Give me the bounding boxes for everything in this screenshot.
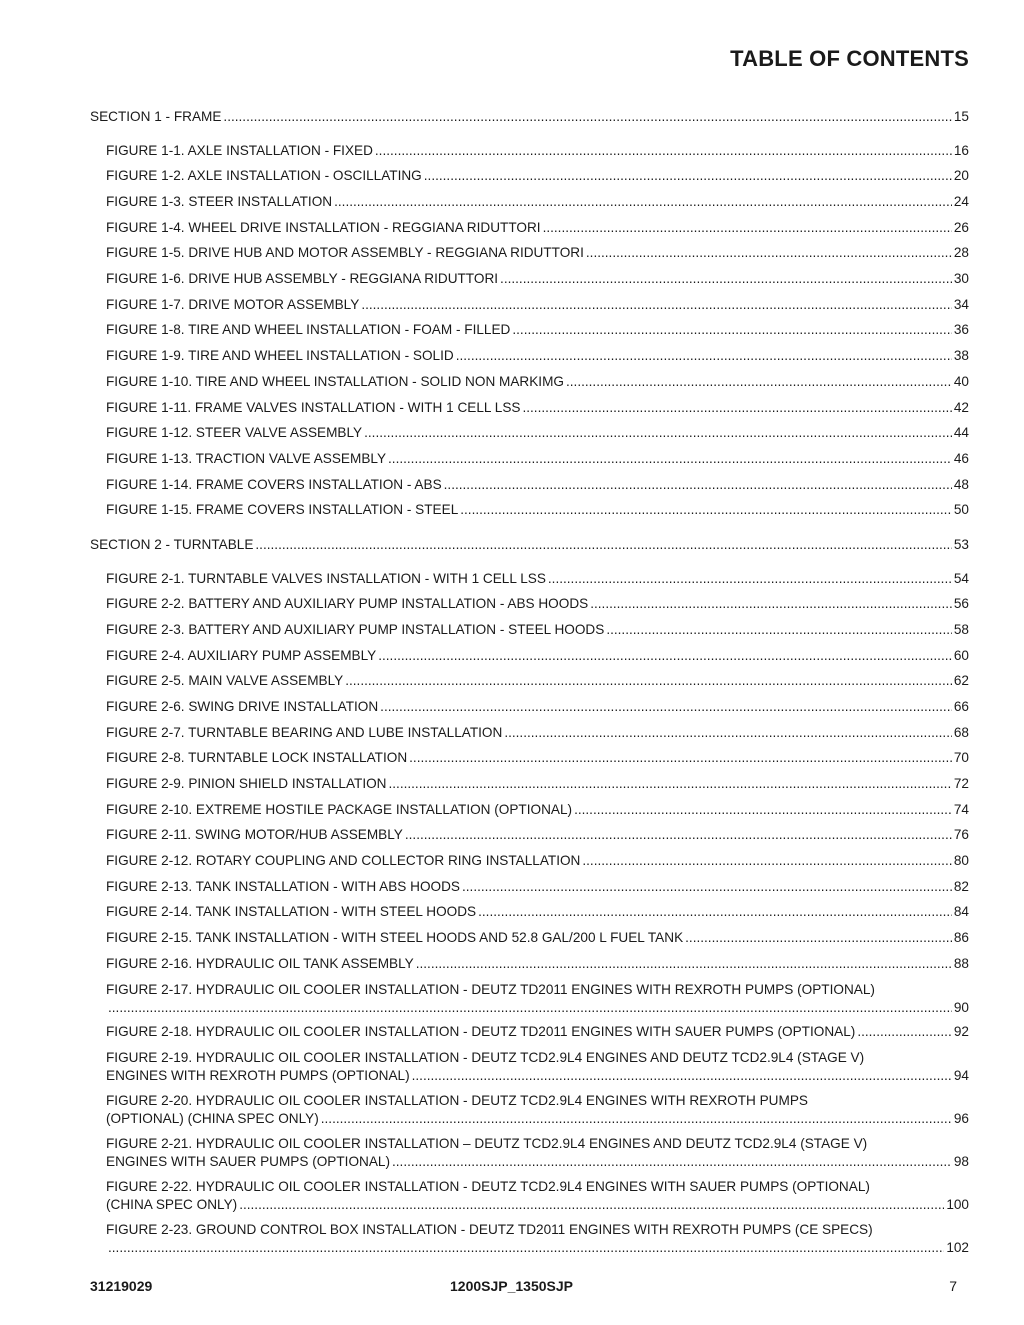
toc-figure-entry[interactable]: [90, 749, 969, 767]
toc-page-number: 82: [953, 879, 969, 894]
toc-figure-entry[interactable]: [90, 1092, 969, 1128]
toc-page-number: 86: [953, 930, 969, 945]
toc-page-number: 96: [953, 1111, 969, 1126]
toc-page-number: 98: [953, 1154, 969, 1169]
dot-leader: [500, 270, 952, 288]
dot-leader: [512, 321, 952, 339]
toc-figure-entry[interactable]: [90, 347, 969, 365]
dot-leader: [108, 1239, 944, 1257]
toc-page-number: 15: [953, 109, 969, 124]
dot-leader: [478, 903, 952, 921]
dot-leader: [334, 193, 952, 211]
dot-leader: [460, 501, 952, 519]
toc-figure-entry[interactable]: [90, 826, 969, 844]
dot-leader: [462, 878, 952, 896]
toc-entry-title: FIGURE 2-7. TURNTABLE BEARING AND LUBE INSTALLATION: [106, 725, 503, 740]
toc-page-number: 76: [953, 827, 969, 842]
toc-page-number: 84: [953, 904, 969, 919]
dot-leader: [582, 852, 952, 870]
toc-entry-title: FIGURE 1-2. AXLE INSTALLATION - OSCILLATING: [106, 168, 422, 183]
toc-figure-entry[interactable]: [90, 955, 969, 973]
toc-page-number: 100: [946, 1197, 969, 1212]
footer-model: 1200SJP_1350SJP: [450, 1278, 573, 1294]
dot-leader: [412, 1067, 952, 1085]
toc-entry-title: FIGURE 2-20. HYDRAULIC OIL COOLER INSTALLATION - DEUTZ TCD2.9L4 ENGINES WITH REXROTH PUMPS: [106, 1093, 808, 1108]
dot-leader: [392, 1153, 952, 1171]
footer-page-number: 7: [949, 1278, 957, 1294]
toc-figure-entry[interactable]: [90, 501, 969, 519]
toc-page-number: 72: [953, 776, 969, 791]
dot-leader: [857, 1023, 952, 1041]
toc-figure-entry[interactable]: [90, 142, 969, 160]
toc-entry-title: FIGURE 2-15. TANK INSTALLATION - WITH STEEL HOODS AND 52.8 GAL/200 L FUEL TANK: [106, 930, 684, 945]
dot-leader: [388, 450, 952, 468]
toc-entry-title: FIGURE 1-7. DRIVE MOTOR ASSEMBLY: [106, 297, 360, 312]
toc-figure-entry[interactable]: [90, 801, 969, 819]
toc-figure-entry[interactable]: [90, 929, 969, 947]
toc-figure-entry[interactable]: [90, 1178, 969, 1214]
toc-entry-title: FIGURE 1-9. TIRE AND WHEEL INSTALLATION - SOLID: [106, 348, 454, 363]
toc-section-entry[interactable]: [90, 108, 969, 126]
dot-leader: [378, 647, 952, 665]
toc-page-number: 92: [953, 1024, 969, 1039]
toc-entry-title: FIGURE 1-8. TIRE AND WHEEL INSTALLATION - FOAM - FILLED: [106, 322, 511, 337]
dot-leader: [409, 749, 952, 767]
toc-page-number: 54: [953, 571, 969, 586]
toc-page-number: 94: [953, 1068, 969, 1083]
dot-leader: [566, 373, 952, 391]
toc-figure-entry[interactable]: [90, 270, 969, 288]
toc-page-number: 42: [953, 400, 969, 415]
toc-entry-title: FIGURE 2-22. HYDRAULIC OIL COOLER INSTALLATION - DEUTZ TCD2.9L4 ENGINES WITH SAUER PUMPS (OPTIONAL): [106, 1179, 870, 1194]
toc-entry-title-continued: (OPTIONAL) (CHINA SPEC ONLY): [106, 1111, 319, 1126]
toc-entry-title: FIGURE 2-19. HYDRAULIC OIL COOLER INSTALLATION - DEUTZ TCD2.9L4 ENGINES AND DEUTZ TCD2.9L4 (STAGE V): [106, 1050, 865, 1065]
toc-figure-entry[interactable]: [90, 852, 969, 870]
toc-page-number: 74: [953, 802, 969, 817]
toc-entry-title: FIGURE 2-5. MAIN VALVE ASSEMBLY: [106, 673, 344, 688]
dot-leader: [504, 724, 952, 742]
toc-entry-title: FIGURE 1-12. STEER VALVE ASSEMBLY: [106, 425, 363, 440]
dot-leader: [108, 999, 952, 1017]
toc-entry-title-continued: ENGINES WITH SAUER PUMPS (OPTIONAL): [106, 1154, 390, 1169]
dot-leader: [380, 698, 952, 716]
toc-figure-entry[interactable]: [90, 167, 969, 185]
dot-leader: [223, 108, 951, 126]
dot-leader: [375, 142, 952, 160]
toc-page-number: 68: [953, 725, 969, 740]
toc-entry-title: FIGURE 2-8. TURNTABLE LOCK INSTALLATION: [106, 750, 408, 765]
toc-entry-title-continued: ENGINES WITH REXROTH PUMPS (OPTIONAL): [106, 1068, 410, 1083]
toc-entry-title: FIGURE 1-1. AXLE INSTALLATION - FIXED: [106, 143, 373, 158]
toc-entry-title: FIGURE 2-23. GROUND CONTROL BOX INSTALLATION - DEUTZ TD2011 ENGINES WITH REXROTH PUMPS (CE SPECS): [106, 1222, 873, 1237]
toc-page-number: 62: [953, 673, 969, 688]
toc-entry-title: FIGURE 1-10. TIRE AND WHEEL INSTALLATION - SOLID NON MARKIMG: [106, 374, 564, 389]
toc-entry-title: FIGURE 1-14. FRAME COVERS INSTALLATION - ABS: [106, 477, 442, 492]
dot-leader: [548, 570, 952, 588]
toc-entry-title: FIGURE 1-6. DRIVE HUB ASSEMBLY - REGGIANA RIDUTTORI: [106, 271, 499, 286]
toc-page-number: 24: [953, 194, 969, 209]
toc-figure-entry[interactable]: [90, 698, 969, 716]
toc-figure-entry[interactable]: [90, 399, 969, 417]
toc-page-number: 20: [953, 168, 969, 183]
toc-page-number: 90: [953, 1000, 969, 1015]
dot-leader: [364, 424, 952, 442]
page-title: TABLE OF CONTENTS: [730, 46, 969, 71]
toc-entry-title: FIGURE 2-18. HYDRAULIC OIL COOLER INSTALLATION - DEUTZ TD2011 ENGINES WITH SAUER PUMPS (OPTIONAL): [106, 1024, 856, 1039]
toc-figure-entry[interactable]: [90, 450, 969, 468]
toc-figure-entry[interactable]: [90, 424, 969, 442]
toc-figure-entry[interactable]: [90, 672, 969, 690]
toc-figure-entry[interactable]: [90, 903, 969, 921]
toc-entry-title: FIGURE 2-21. HYDRAULIC OIL COOLER INSTALLATION – DEUTZ TCD2.9L4 ENGINES AND DEUTZ TCD2.9L4 (STAGE V): [106, 1136, 868, 1151]
toc-entry-title: FIGURE 2-11. SWING MOTOR/HUB ASSEMBLY: [106, 827, 403, 842]
toc-figure-entry[interactable]: [90, 724, 969, 742]
dot-leader: [522, 399, 951, 417]
toc-entry-title: FIGURE 1-13. TRACTION VALVE ASSEMBLY: [106, 451, 387, 466]
dot-leader: [255, 536, 951, 554]
toc-page-number: 40: [953, 374, 969, 389]
toc-page-number: 88: [953, 956, 969, 971]
dot-leader: [416, 955, 952, 973]
toc-page-number: 34: [953, 297, 969, 312]
toc-entry-title: FIGURE 1-11. FRAME VALVES INSTALLATION - WITH 1 CELL LSS: [106, 400, 521, 415]
toc-entry-title: FIGURE 2-1. TURNTABLE VALVES INSTALLATION - WITH 1 CELL LSS: [106, 571, 546, 586]
dot-leader: [345, 672, 952, 690]
toc-page-number: 53: [953, 537, 969, 552]
toc-figure-entry[interactable]: [90, 476, 969, 494]
toc-entry-title: FIGURE 2-6. SWING DRIVE INSTALLATION: [106, 699, 379, 714]
toc-figure-entry[interactable]: [90, 1049, 969, 1085]
dot-leader: [456, 347, 952, 365]
toc-figure-entry[interactable]: [90, 373, 969, 391]
toc-figure-entry[interactable]: [90, 193, 969, 211]
dot-leader: [590, 595, 952, 613]
toc-entry-title: SECTION 1 - FRAME: [90, 109, 222, 124]
toc-figure-entry[interactable]: [90, 321, 969, 339]
toc-entry-title: FIGURE 2-16. HYDRAULIC OIL TANK ASSEMBLY: [106, 956, 414, 971]
toc-entry-title: FIGURE 1-15. FRAME COVERS INSTALLATION - STEEL: [106, 502, 459, 517]
toc-page-number: 30: [953, 271, 969, 286]
toc-figure-entry[interactable]: [90, 219, 969, 237]
toc-entry-title: FIGURE 2-3. BATTERY AND AUXILIARY PUMP INSTALLATION - STEEL HOODS: [106, 622, 605, 637]
toc-entry-title-continued: (CHINA SPEC ONLY): [106, 1197, 238, 1212]
toc-page-number: 60: [953, 648, 969, 663]
dot-leader: [586, 244, 952, 262]
toc-figure-entry[interactable]: [90, 296, 969, 314]
toc-entry-title: FIGURE 2-10. EXTREME HOSTILE PACKAGE INSTALLATION (OPTIONAL): [106, 802, 573, 817]
dot-leader: [606, 621, 952, 639]
dot-leader: [361, 296, 952, 314]
toc-figure-entry[interactable]: [90, 1135, 969, 1171]
toc-page-number: 50: [953, 502, 969, 517]
toc-figure-entry[interactable]: [90, 647, 969, 665]
toc-entry-title: FIGURE 2-17. HYDRAULIC OIL COOLER INSTALLATION - DEUTZ TD2011 ENGINES WITH REXROTH PUMPS (OPTIONAL): [106, 982, 875, 997]
toc-page-number: 36: [953, 322, 969, 337]
toc-figure-entry[interactable]: [90, 981, 969, 1017]
toc-entry-title: FIGURE 1-5. DRIVE HUB AND MOTOR ASSEMBLY - REGGIANA RIDUTTORI: [106, 245, 584, 260]
dot-leader: [543, 219, 952, 237]
toc-page-number: 56: [953, 596, 969, 611]
dot-leader: [424, 167, 952, 185]
toc-page-number: 44: [953, 425, 969, 440]
toc-entry-title: FIGURE 1-4. WHEEL DRIVE INSTALLATION - REGGIANA RIDUTTORI: [106, 220, 541, 235]
dot-leader: [389, 775, 952, 793]
toc-figure-entry[interactable]: [90, 878, 969, 896]
toc-page-number: 38: [953, 348, 969, 363]
toc-entry-title: FIGURE 2-9. PINION SHIELD INSTALLATION: [106, 776, 387, 791]
dot-leader: [239, 1196, 944, 1214]
toc-entry-title: FIGURE 2-12. ROTARY COUPLING AND COLLECTOR RING INSTALLATION: [106, 853, 581, 868]
toc-figure-entry[interactable]: [90, 775, 969, 793]
toc-figure-entry[interactable]: [90, 570, 969, 588]
toc-page-number: 26: [953, 220, 969, 235]
toc-entry-title: SECTION 2 - TURNTABLE: [90, 537, 254, 552]
toc-entry-title: FIGURE 2-13. TANK INSTALLATION - WITH ABS HOODS: [106, 879, 460, 894]
toc-figure-entry[interactable]: [90, 244, 969, 262]
dot-leader: [444, 476, 952, 494]
toc-figure-entry[interactable]: [90, 621, 969, 639]
toc-page-number: 28: [953, 245, 969, 260]
toc-figure-entry[interactable]: [90, 1023, 969, 1041]
toc-entry-title: FIGURE 2-14. TANK INSTALLATION - WITH STEEL HOODS: [106, 904, 477, 919]
toc-entry-title: FIGURE 2-4. AUXILIARY PUMP ASSEMBLY: [106, 648, 377, 663]
dot-leader: [405, 826, 952, 844]
toc-entry-title: FIGURE 2-2. BATTERY AND AUXILIARY PUMP INSTALLATION - ABS HOODS: [106, 596, 589, 611]
toc-page-number: 46: [953, 451, 969, 466]
toc-figure-entry[interactable]: [90, 595, 969, 613]
toc-page-number: 102: [946, 1240, 969, 1255]
footer-doc-number: 31219029: [90, 1278, 153, 1294]
toc-page-number: 66: [953, 699, 969, 714]
dot-leader: [574, 801, 952, 819]
toc-page-number: 48: [953, 477, 969, 492]
toc-entry-title: FIGURE 1-3. STEER INSTALLATION: [106, 194, 333, 209]
toc-section-entry[interactable]: [90, 536, 969, 554]
dot-leader: [321, 1110, 952, 1128]
toc-page-number: 70: [953, 750, 969, 765]
toc-page-number: 80: [953, 853, 969, 868]
toc-figure-entry[interactable]: [90, 1221, 969, 1257]
toc-page-number: 16: [953, 143, 969, 158]
toc-page-number: 58: [953, 622, 969, 637]
dot-leader: [685, 929, 952, 947]
